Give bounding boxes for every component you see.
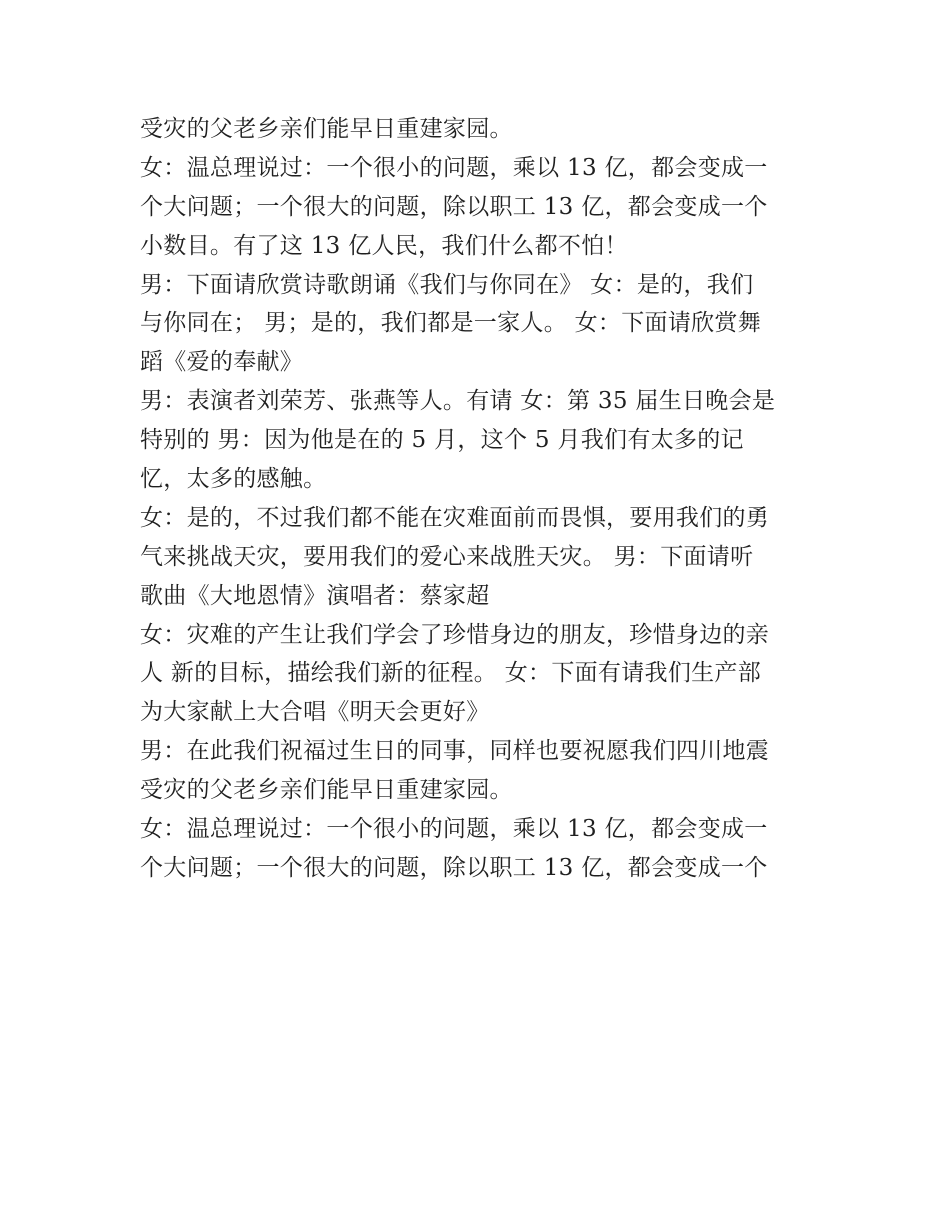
text-line: 忆，太多的感触。 xyxy=(140,466,327,493)
text-line: 歌曲《大地恩情》演唱者：蔡家超 xyxy=(140,582,490,609)
text-line: 人 新的目标，描绘我们新的征程。 女：下面有请我们生产部 xyxy=(140,660,762,687)
text-line: 个大问题；一个很大的问题，除以职工 13 亿，都会变成一个 xyxy=(140,854,768,881)
text-line: 女：是的，不过我们都不能在灾难面前而畏惧，要用我们的勇 xyxy=(140,504,770,531)
text-line: 与你同在； 男；是的，我们都是一家人。 女：下面请欣赏舞 xyxy=(140,310,762,337)
text-line: 男：下面请欣赏诗歌朗诵《我们与你同在》 女：是的，我们 xyxy=(140,271,754,298)
text-line: 小数目。有了这 13 亿人民，我们什么都不怕！ xyxy=(140,232,628,259)
text-line: 特别的 男：因为他是在的 5 月，这个 5 月我们有太多的记 xyxy=(140,427,744,454)
text-line: 女：温总理说过：一个很小的问题，乘以 13 亿，都会变成一 xyxy=(140,816,768,843)
document-body xyxy=(140,110,820,888)
text-line: 男：在此我们祝福过生日的同事，同样也要祝愿我们四川地震 xyxy=(140,738,770,765)
text-line: 受灾的父老乡亲们能早日重建家园。 xyxy=(140,777,513,804)
text-line: 男：表演者刘荣芳、张燕等人。有请 女：第 35 届生日晚会是 xyxy=(140,388,776,415)
text-line: 个大问题；一个很大的问题，除以职工 13 亿，都会变成一个 xyxy=(140,193,768,220)
text-line: 气来挑战天灾，要用我们的爱心来战胜天灾。 男：下面请听 xyxy=(140,543,754,570)
text-line: 蹈《爱的奉献》 xyxy=(140,349,304,376)
text-line: 女：灾难的产生让我们学会了珍惜身边的朋友，珍惜身边的亲 xyxy=(140,621,770,648)
text-line: 为大家献上大合唱《明天会更好》 xyxy=(140,699,490,726)
text-line: 受灾的父老乡亲们能早日重建家园。 xyxy=(140,116,513,142)
text-line: 女：温总理说过：一个很小的问题，乘以 13 亿，都会变成一 xyxy=(140,154,768,181)
